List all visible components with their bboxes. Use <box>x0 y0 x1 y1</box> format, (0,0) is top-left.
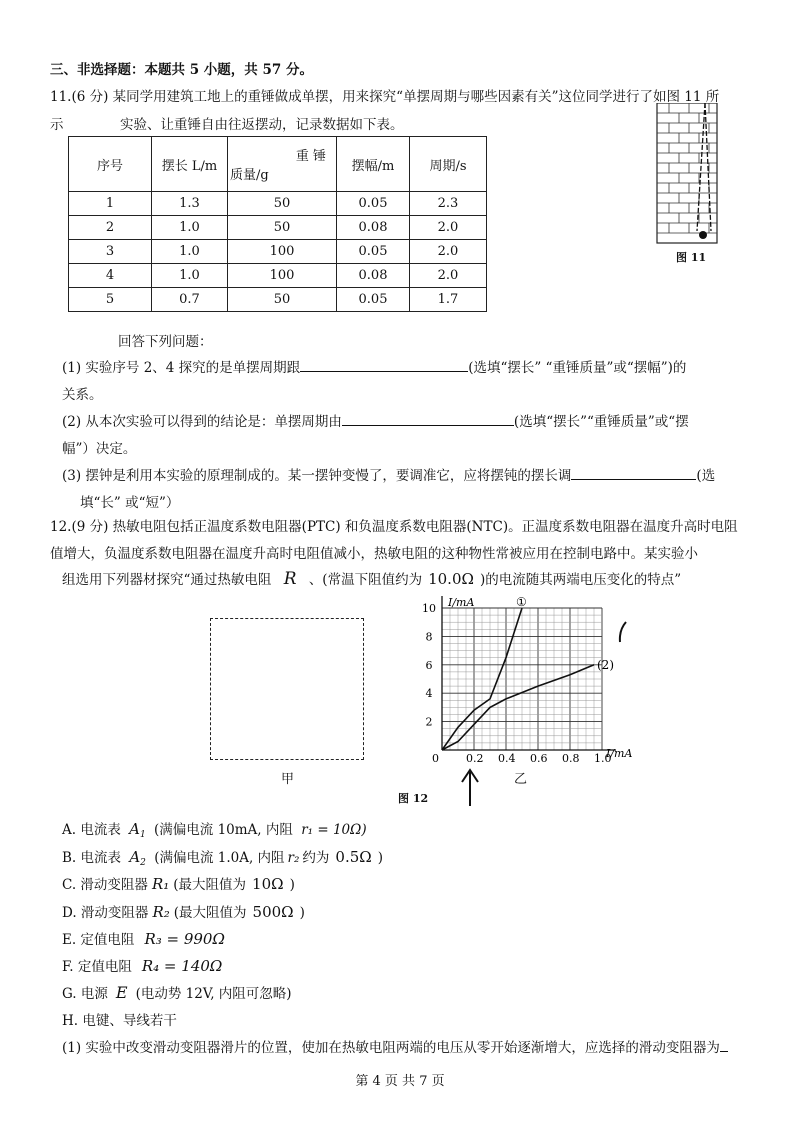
q11-sub2-cont: 幅”）决定。 <box>62 441 137 457</box>
header-length: 摆长 L/m <box>152 137 228 192</box>
item-c-symbol: R₁ <box>151 875 170 893</box>
cell: 2.0 <box>410 216 487 240</box>
item-c-desc: (最大阻值为 <box>173 877 247 893</box>
item-e <box>62 928 225 948</box>
cell: 2.0 <box>410 264 487 288</box>
q11-answer-prompt: 回答下列问题： <box>118 334 213 350</box>
section-title: 三、非选择题：本题共 5 小题，共 57 分。 <box>50 62 313 78</box>
table-row <box>69 264 487 288</box>
table-row <box>69 240 487 264</box>
item-b-r-symbol: r₂ <box>287 850 300 866</box>
item-a-symbol-sub: 1 <box>139 830 146 840</box>
q12-resistance-value: 10.0Ω <box>428 570 474 588</box>
cell: 50 <box>228 216 337 240</box>
series-label-2: (2) <box>597 657 614 672</box>
q11-sub1-cont: 关系。 <box>62 387 103 403</box>
item-a-value: r₁ = 10Ω) <box>301 822 367 838</box>
q12-intro-text-b: 、(常温下阻值约为 <box>308 572 423 588</box>
pendulum-wall-figure <box>655 103 725 268</box>
figure-jia-label: 甲 <box>281 772 295 787</box>
item-g-desc: (电动势 12V, 内阻可忽略) <box>135 986 292 1002</box>
table-row <box>69 288 487 312</box>
item-b-desc: (满偏电流 1.0A, 内阻 <box>154 850 285 866</box>
cell: 50 <box>228 192 337 216</box>
item-b-symbol-sub: 2 <box>140 858 146 868</box>
item-a-label: A. 电流表 <box>62 822 121 838</box>
y-tick-label: 10 <box>422 602 436 615</box>
y-tick-label: 2 <box>425 715 433 729</box>
item-h: H. 电键、导线若干 <box>62 1013 177 1029</box>
cell: 100 <box>228 264 337 288</box>
q11-sub3-cont: 填“长” 或“短”） <box>80 495 180 511</box>
q12-sub1-answer-blank[interactable] <box>720 1037 728 1052</box>
y-tick-label: 8 <box>425 630 433 644</box>
x-tick-label: 0.2 <box>466 752 484 762</box>
item-b <box>62 846 383 868</box>
q12-intro-line2: 值增大，负温度系数电阻器在温度升高时电阻值减小，热敏电阻的这种物性常被应用在控制电路中。某实验小 <box>50 546 698 562</box>
item-g-label: G. 电源 <box>62 986 108 1002</box>
header-period: 周期/s <box>410 137 487 192</box>
cell: 3 <box>69 240 152 264</box>
q11-sub1 <box>62 356 686 376</box>
item-d-symbol: R₂ <box>152 903 170 921</box>
circuit-diagram-box <box>210 618 364 760</box>
handwritten-mark-icon <box>616 620 630 644</box>
x-tick-label: 0 <box>432 752 439 762</box>
q11-sub3 <box>62 464 715 484</box>
iv-chart <box>420 592 652 762</box>
item-b-label: B. 电流表 <box>62 850 122 866</box>
item-a-symbol <box>129 820 146 838</box>
item-b-symbol-letter: A <box>129 848 141 866</box>
q11-intro-line2-left: 示 <box>50 117 64 133</box>
q11-sub3-text-b: (选 <box>696 468 716 484</box>
cell: 1.7 <box>410 288 487 312</box>
q12-intro-line1: 12.(9 分) 热敏电阻包括正温度系数电阻器(PTC) 和负温度系数电阻器(NTC)。正温度系数电阻器在温度升高时电阻 <box>50 519 738 535</box>
item-e-label: E. 定值电阻 <box>62 932 135 948</box>
cell: 2.0 <box>410 240 487 264</box>
header-index: 序号 <box>69 137 152 192</box>
item-g-symbol: E <box>115 983 128 1002</box>
item-d-desc: (最大阻值为 <box>173 905 247 921</box>
item-g <box>62 982 292 1002</box>
cell: 5 <box>69 288 152 312</box>
header-amplitude: 摆幅/m <box>337 137 410 192</box>
header-mass-line2: 质量/g <box>230 168 269 183</box>
chart-grid <box>442 596 616 750</box>
q11-sub1-text-b: (选填“摆长” “重锤质量”或“摆幅”)的 <box>468 360 687 376</box>
item-c-label: C. 滑动变阻器 <box>62 877 148 893</box>
q11-sub2-answer-blank[interactable] <box>342 411 514 426</box>
cell: 100 <box>228 240 337 264</box>
figure-11-caption: 图 11 <box>676 251 707 264</box>
cell: 0.08 <box>337 216 410 240</box>
item-d-value: 500Ω <box>252 903 294 921</box>
item-a-symbol-letter: A <box>129 820 140 838</box>
cell: 2 <box>69 216 152 240</box>
item-d <box>62 901 305 921</box>
table-header-row <box>69 137 487 192</box>
x-tick-label: 0.4 <box>498 752 516 762</box>
q11-sub1-text-a: (1) 实验序号 2、4 探究的是单摆周期跟 <box>62 360 301 376</box>
q11-sub2 <box>62 410 689 430</box>
q11-intro-line1: 11.(6 分) 某同学用建筑工地上的重锤做成单摆，用来探究“单摆周期与哪些因素有关”这位同学进行了如图 11 所 <box>50 89 720 105</box>
cell: 0.05 <box>337 288 410 312</box>
cell: 1 <box>69 192 152 216</box>
x-tick-label: 0.6 <box>530 752 548 762</box>
x-tick-label: 1.0 <box>594 752 612 762</box>
cell: 1.0 <box>152 240 228 264</box>
item-c <box>62 873 295 893</box>
q12-sub1 <box>62 1036 728 1056</box>
cell: 0.05 <box>337 240 410 264</box>
cell: 2.3 <box>410 192 487 216</box>
q12-sub1-text: (1) 实验中改变滑动变阻器滑片的位置，使加在热敏电阻两端的电压从零开始逐渐增大，应选择的滑动变阻器为 <box>62 1040 720 1056</box>
y-tick-label: 4 <box>425 687 433 701</box>
item-f <box>62 955 222 975</box>
q11-sub2-text-b: (选填“摆长”“重锤质量”或“摆 <box>513 414 689 430</box>
handwritten-arrow-icon <box>458 768 482 808</box>
series-label-1: ① <box>516 595 527 609</box>
q11-sub2-text-a: (2) 从本次实验可以得到的结论是：单摆周期由 <box>62 414 342 430</box>
item-d-label: D. 滑动变阻器 <box>62 905 149 921</box>
item-b-value: 0.5Ω <box>335 848 372 866</box>
q12-resistor-symbol: R <box>283 569 297 589</box>
cell: 0.05 <box>337 192 410 216</box>
item-b-symbol <box>129 848 146 866</box>
header-mass-line1: 重 锤 <box>295 149 326 164</box>
q12-intro-text-c: )的电流随其两端电压变化的特点” <box>479 572 682 588</box>
q12-intro-line3 <box>62 568 681 589</box>
q11-sub3-text-a: (3) 摆钟是利用本实验的原理制成的。某一摆钟变慢了，要调准它，应将摆钝的摆长调 <box>62 468 572 484</box>
q11-sub1-answer-blank[interactable] <box>300 357 468 372</box>
cell: 4 <box>69 264 152 288</box>
item-b-desc2: 约为 <box>302 850 330 866</box>
figure-12-caption: 图 12 <box>398 792 429 805</box>
item-a-desc: (满偏电流 10mA, 内阻 <box>154 822 293 838</box>
item-a <box>62 818 367 840</box>
figure-yi-label: 乙 <box>514 772 528 787</box>
page-footer: 第 4 页 共 7 页 <box>355 1074 445 1089</box>
chart-series <box>442 595 614 750</box>
item-d-end: ) <box>299 905 305 921</box>
x-tick-label: 0.8 <box>562 752 580 762</box>
q11-data-table <box>68 136 487 312</box>
q11-sub3-answer-blank[interactable] <box>571 465 696 480</box>
table-row <box>69 216 487 240</box>
cell: 1.0 <box>152 216 228 240</box>
item-c-value: 10Ω <box>252 875 284 893</box>
cell: 1.3 <box>152 192 228 216</box>
y-axis-label: I/mA <box>448 596 475 609</box>
item-c-end: ) <box>289 877 295 893</box>
cell: 1.0 <box>152 264 228 288</box>
item-e-value: R₃ = 990Ω <box>144 930 225 948</box>
y-tick-label: 6 <box>425 658 433 672</box>
cell: 50 <box>228 288 337 312</box>
header-mass <box>228 137 337 192</box>
q12-intro-text-a: 组选用下列器材探究“通过热敏电阻 <box>62 572 272 588</box>
x-axis-label: I/mA <box>606 747 633 760</box>
cell: 0.7 <box>152 288 228 312</box>
item-b-end: ) <box>377 850 383 866</box>
item-f-value: R₄ = 140Ω <box>141 957 223 975</box>
item-f-label: F. 定值电阻 <box>62 959 132 975</box>
table-row <box>69 192 487 216</box>
cell: 0.08 <box>337 264 410 288</box>
q11-intro-line2-right: 实验、让重锤自由往返摆动，记录数据如下表。 <box>120 117 404 133</box>
